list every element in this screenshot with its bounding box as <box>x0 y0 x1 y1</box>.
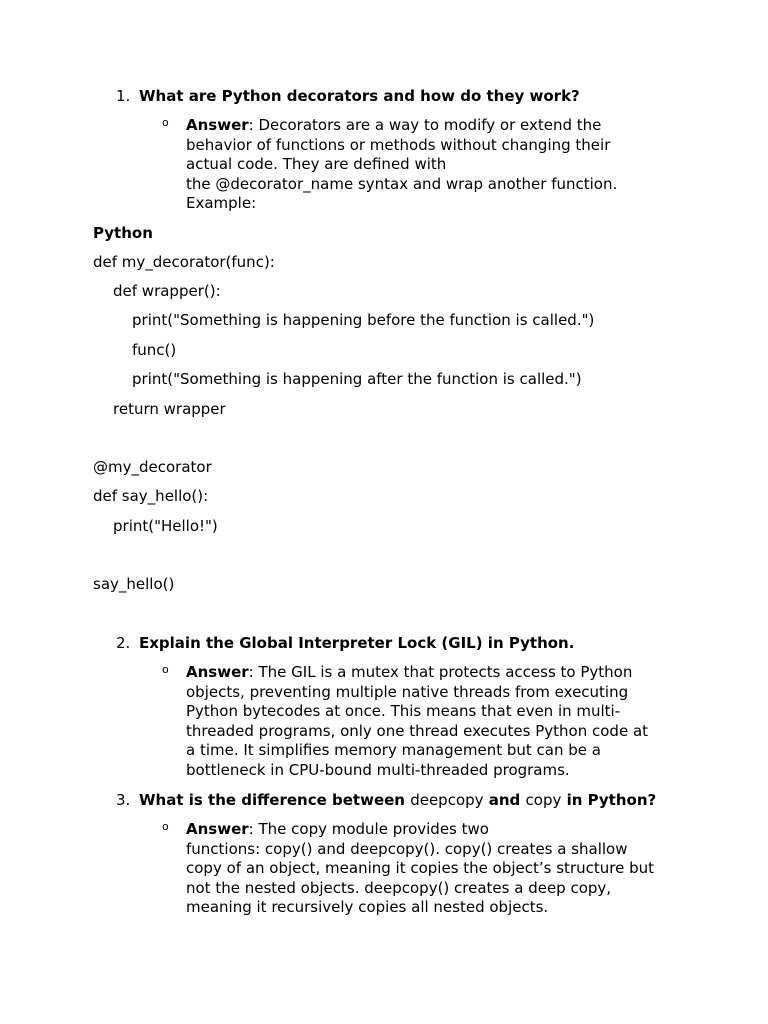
answer-3-line: not the nested objects. deepcopy() creates a deep copy, <box>186 878 612 897</box>
code-line: print("Something is happening after the function is called.") <box>132 370 582 388</box>
code-line: print("Something is happening before the function is called.") <box>132 311 595 329</box>
answer-2-line: objects, preventing multiple native threads from executing <box>186 682 629 701</box>
question-1-heading <box>116 87 580 105</box>
question-3-heading <box>116 791 656 809</box>
answer-2-text <box>186 663 662 780</box>
question-2-number: 2. <box>116 634 131 652</box>
answer-1-line: actual code. They are defined with <box>186 155 447 173</box>
code-line: func() <box>132 341 177 359</box>
question-1-title: What are Python decorators and how do they work? <box>139 87 580 105</box>
question-3-title-part: What is the difference between <box>139 791 411 809</box>
answer-1-label: Answer <box>186 116 249 134</box>
question-1-number: 1. <box>116 87 131 105</box>
answer-3-line: functions: copy() and deepcopy(). copy() creates a shallow <box>186 839 628 858</box>
question-3-title-part: in Python? <box>561 791 657 809</box>
code-line: return wrapper <box>113 400 226 418</box>
question-3-title-part: deepcopy <box>410 791 484 809</box>
code-line: @my_decorator <box>93 458 212 476</box>
answer-3-label: Answer <box>186 820 249 838</box>
answer-1 <box>162 116 662 214</box>
code-line: def say_hello(): <box>93 487 209 505</box>
answer-1-line: : Decorators are a way to modify or extend the <box>248 116 602 134</box>
question-3-title-part: copy <box>525 791 562 809</box>
question-3-title-part: and <box>483 791 526 809</box>
bullet-3: o <box>162 820 169 833</box>
answer-3-line: : The copy module provides two <box>248 820 489 838</box>
answer-3-text <box>186 820 662 918</box>
answer-3-line: meaning it recursively copies all nested objects. <box>186 898 549 916</box>
code-line: def my_decorator(func): <box>93 253 275 271</box>
answer-2 <box>162 663 662 780</box>
question-3-number: 3. <box>116 791 131 809</box>
answer-2-line: threaded programs, only one thread executes Python code at <box>186 721 649 740</box>
answer-1-text <box>186 116 662 214</box>
answer-2-line: a time. It simplifies memory management but can be a <box>186 741 601 759</box>
bullet-1: o <box>162 116 169 129</box>
answer-2-label: Answer <box>186 663 249 681</box>
answer-2-line: Python bytecodes at once. This means that even in multi- <box>186 702 621 720</box>
answer-3 <box>162 820 662 918</box>
question-2-heading <box>116 634 574 652</box>
question-2-title: Explain the Global Interpreter Lock (GIL) in Python. <box>139 634 575 652</box>
answer-1-line: the @decorator_name syntax and wrap another function. <box>186 174 618 193</box>
code-line: print("Hello!") <box>113 517 218 535</box>
code-line: say_hello() <box>93 575 175 593</box>
answer-1-line: behavior of functions or methods without changing their <box>186 135 611 154</box>
code-line: def wrapper(): <box>113 282 221 300</box>
answer-1-line: Example: <box>186 194 257 212</box>
answer-3-line: copy of an object, meaning it copies the object’s structure but <box>186 859 654 877</box>
answer-2-line: : The GIL is a mutex that protects access to Python <box>248 663 633 681</box>
code-language-label: Python <box>93 224 153 242</box>
bullet-2: o <box>162 663 169 676</box>
answer-2-line: bottleneck in CPU-bound multi-threaded programs. <box>186 760 570 779</box>
